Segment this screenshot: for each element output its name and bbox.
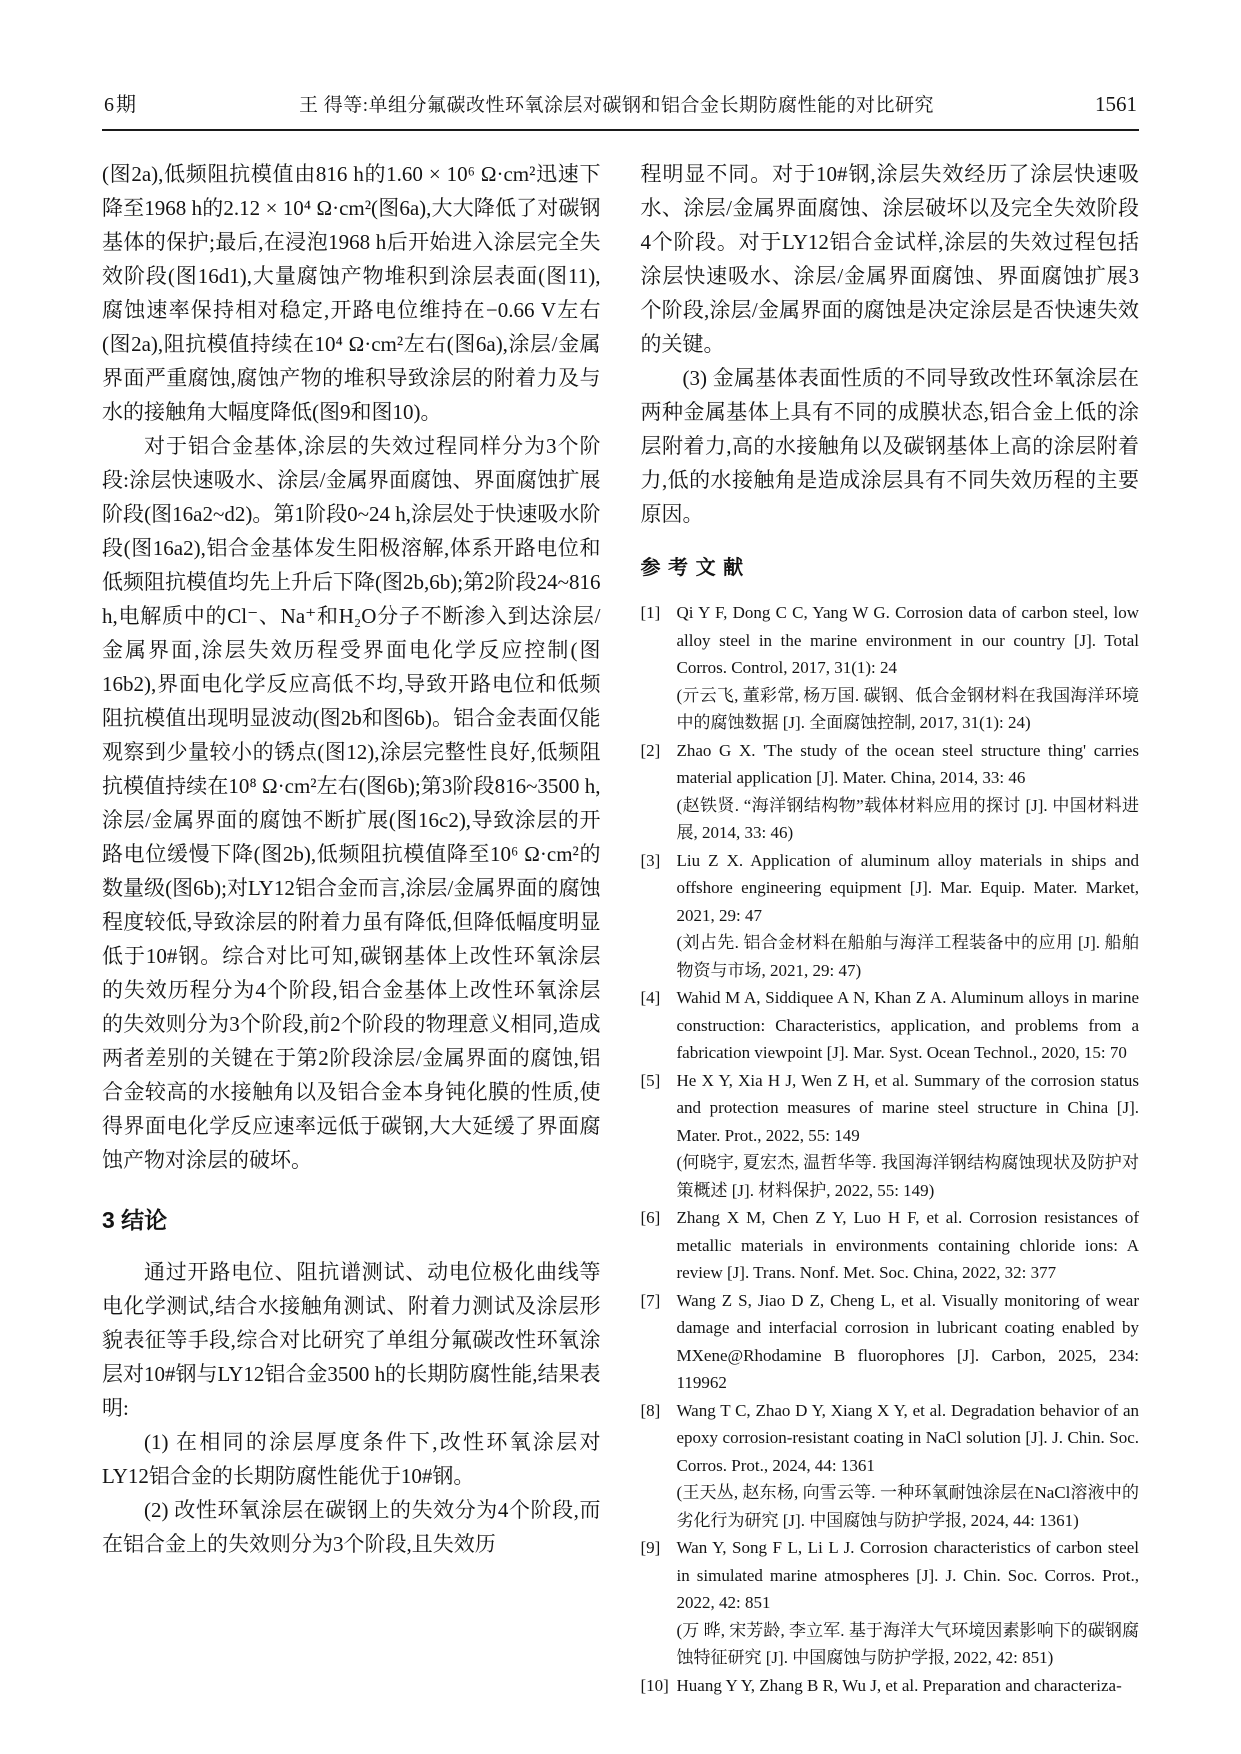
paragraph-conclusion-summary: 通过开路电位、阻抗谱测试、动电位极化曲线等电化学测试,结合水接触角测试、附着力测试及涂层形貌表征等手段,综合对比研究了单组分氟碳改性环氧涂层对10#钢与LY12铝合金3500 h的长期防腐性能,结果表明: bbox=[102, 1260, 601, 1420]
reference-body bbox=[677, 1397, 1140, 1535]
references-heading: 参 考 文 献 bbox=[640, 557, 745, 579]
paragraph-aluminum-substrate: 对于铝合金基体,涂层的失效过程同样分为3个阶段:涂层快速吸水、涂层/金属界面腐蚀、界面腐蚀扩展阶段(图16a2~d2)。第1阶段0~24 h,涂层处于快速吸水阶段(图16a2),铝合金基体发生阳极溶解,体系开路电位和低频阻抗模值均先上升后下降(图2b,6b);第2阶段24~816 h,电解质中的Cl⁻、Na⁺和H₂O分子不断渗入到达涂层/金属界面,涂层失效历程受界面电化学反应控制(图16b2),界面电化学反应高低不均,导致开路电位和低频阻抗模值出现明显波动(图2b和图6b)。铝合金表面仅能观察到少量较小的锈点(图12),涂层完整性良好,低频阻抗模值持续在10⁸ Ω·cm²左右(图6b);第3阶段816~3500 h,涂层/金属界面的腐蚀不断扩展(图16c2),导致涂层的开路电位缓慢下降(图2b),低频阻抗模值降至10⁶ Ω·cm²的数量级(图6b);对LY12铝合金而言,涂层/金属界面的腐蚀程度较低,导致涂层的附着力虽有降低,但降低幅度明显低于10#钢。综合对比可知,碳钢基体上改性环氧涂层的失效历程分为4个阶段,铝合金基体上改性环氧涂层的失效则分为3个阶段,前2个阶段的物理意义相同,造成两者差别的关键在于第2阶段涂层/金属界面的腐蚀,铝合金较高的水接触角以及铝合金本身钝化膜的性质,使得界面电化学反应速率远低于碳钢,大大延缓了界面腐蚀产物对涂层的破坏。 bbox=[102, 434, 601, 1172]
issue-number: 6期 bbox=[104, 94, 138, 116]
reference-text-en: Zhang X M, Chen Z Y, Luo H F, et al. Corrosion resistances of metallic materials in environments containing chloride ions: A review [J]. Trans. Nonf. Met. Soc. China, 2022, 32: 377 bbox=[676, 1208, 1139, 1282]
reference-item bbox=[641, 1534, 1140, 1672]
reference-body bbox=[677, 984, 1140, 1067]
reference-body bbox=[677, 599, 1140, 737]
reference-body bbox=[677, 847, 1140, 985]
reference-text-en: Wang Z S, Jiao D Z, Cheng L, et al. Visually monitoring of wear damage and interfacial corrosion in lubricant coating enabled by MXene@Rhodamine B fluorophores [J]. Carbon, 2025, 234: 119962 bbox=[676, 1290, 1139, 1392]
reference-text-en: Wan Y, Song F L, Li L J. Corrosion characteristics of carbon steel in simulated marine atmospheres [J]. J. Chin. Soc. Corros. Prot., 2022, 42: 851 bbox=[676, 1538, 1139, 1612]
reference-body bbox=[677, 1287, 1140, 1397]
reference-item bbox=[641, 1397, 1140, 1535]
reference-text-en: He X Y, Xia H J, Wen Z H, et al. Summary of the corrosion status and protection measures of marine steel structure in China [J]. Mater. Prot., 2022, 55: 149 bbox=[676, 1070, 1139, 1145]
section-heading-conclusion: 3 结论 bbox=[102, 1207, 168, 1233]
reference-text-en: Wang T C, Zhao D Y, Xiang X Y, et al. Degradation behavior of an epoxy corrosion-resistant coating in NaCl solution [J]. J. Chin. Soc. Corros. Prot., 2024, 44: 1361 bbox=[676, 1400, 1139, 1475]
reference-number: [6] bbox=[640, 1208, 661, 1227]
conclusion-item-1: (1) 在相同的涂层厚度条件下,改性环氧涂层对LY12铝合金的长期防腐性能优于10#钢。 bbox=[102, 1430, 601, 1488]
reference-item bbox=[641, 1287, 1140, 1397]
reference-number: [1] bbox=[640, 603, 661, 622]
reference-text-zh: (赵铁贤. “海洋钢结构物”载体材料应用的探讨 [J]. 中国材料进展, 2014, 33: 46) bbox=[676, 795, 1139, 842]
page-header bbox=[102, 88, 1139, 127]
two-column-body bbox=[102, 157, 1139, 1699]
reference-number: [2] bbox=[640, 740, 661, 760]
reference-text-zh: (何晓宇, 夏宏杰, 温哲华等. 我国海洋钢结构腐蚀现状及防护对策概述 [J]. 材料保护, 2022, 55: 149) bbox=[676, 1153, 1139, 1200]
reference-text-en: Zhao G X. 'The study of the ocean steel structure thing' carries material application [J]. Mater. China, 2014, 33: 46 bbox=[676, 740, 1139, 787]
reference-text-zh: (王天丛, 赵东杨, 向雪云等. 一种环氧耐蚀涂层在NaCl溶液中的劣化行为研究 [J]. 中国腐蚀与防护学报, 2024, 44: 1361) bbox=[676, 1483, 1139, 1530]
reference-text-en: Liu Z X. Application of aluminum alloy materials in ships and offshore engineering equipment [J]. Mar. Equip. Mater. Market, 2021, 29: 47 bbox=[676, 850, 1139, 925]
reference-item bbox=[641, 737, 1140, 847]
reference-number: [5] bbox=[640, 1070, 661, 1090]
header-rule bbox=[102, 129, 1139, 131]
reference-text-zh: (刘占先. 铝合金材料在船舶与海洋工程装备中的应用 [J]. 船舶物资与市场, 2021, 29: 47) bbox=[676, 933, 1139, 980]
reference-number: [3] bbox=[640, 850, 661, 870]
reference-text-en: Wahid M A, Siddiquee A N, Khan Z A. Aluminum alloys in marine construction: Characteristics, application, and problems from a fabrication viewpoint [J]. Mar. Syst. Ocean Technol., 2020, 15: 70 bbox=[676, 988, 1139, 1062]
reference-item bbox=[641, 1067, 1140, 1205]
reference-text-en: Huang Y Y, Zhang B R, Wu J, et al. Preparation and characteriza- bbox=[676, 1675, 1122, 1695]
reference-body bbox=[677, 737, 1140, 847]
conclusion-item-3: (3) 金属基体表面性质的不同导致改性环氧涂层在两种金属基体上具有不同的成膜状态,铝合金上低的涂层附着力,高的水接触角以及碳钢基体上高的涂层附着力,低的水接触角是造成涂层具有不同失效历程的主要原因。 bbox=[640, 366, 1139, 526]
left-column bbox=[102, 157, 601, 1699]
reference-body bbox=[677, 1067, 1140, 1205]
right-column bbox=[641, 157, 1140, 1699]
reference-item bbox=[641, 984, 1140, 1067]
conclusion-item-2: (2) 改性环氧涂层在碳钢上的失效分为4个阶段,而在铝合金上的失效则分为3个阶段,且失效历 bbox=[102, 1498, 601, 1556]
reference-body bbox=[677, 1534, 1140, 1672]
reference-text-en: Qi Y F, Dong C C, Yang W G. Corrosion data of carbon steel, low alloy steel in the marine environment in our country [J]. Total Corros. Control, 2017, 31(1): 24 bbox=[676, 603, 1139, 677]
reference-item bbox=[641, 599, 1140, 737]
reference-number: [8] bbox=[640, 1400, 661, 1420]
running-title: 王 得等:单组分氟碳改性环氧涂层对碳钢和铝合金长期防腐性能的对比研究 bbox=[298, 95, 935, 116]
reference-number: [7] bbox=[640, 1290, 661, 1310]
page-number: 1561 bbox=[1095, 92, 1137, 116]
reference-body bbox=[677, 1204, 1140, 1287]
reference-text-zh: (亓云飞, 董彩常, 杨万国. 碳钢、低合金钢材料在我国海洋环境中的腐蚀数据 [J]. 全面腐蚀控制, 2017, 31(1): 24) bbox=[676, 685, 1139, 732]
reference-number: [4] bbox=[640, 988, 661, 1007]
reference-item bbox=[641, 847, 1140, 985]
paragraph-continuation: 程明显不同。对于10#钢,涂层失效经历了涂层快速吸水、涂层/金属界面腐蚀、涂层破坏以及完全失效阶段4个阶段。对于LY12铝合金试样,涂层的失效过程包括涂层快速吸水、涂层/金属界面腐蚀、界面腐蚀扩展3个阶段,涂层/金属界面的腐蚀是决定涂层是否快速失效的关键。 bbox=[640, 162, 1139, 356]
reference-body bbox=[677, 1672, 1140, 1700]
reference-number: [9] bbox=[640, 1538, 661, 1557]
paragraph-continuation: (图2a),低频阻抗模值由816 h的1.60 × 10⁶ Ω·cm²迅速下降至1968 h的2.12 × 10⁴ Ω·cm²(图6a),大大降低了对碳钢基体的保护;最后,在浸泡1968 h后开始进入涂层完全失效阶段(图16d1),大量腐蚀产物堆积到涂层表面(图11),腐蚀速率保持相对稳定,开路电位维持在−0.66 V左右(图2a),阻抗模值持续在10⁴ Ω·cm²左右(图6a),涂层/金属界面严重腐蚀,腐蚀产物的堆积导致涂层的附着力及与水的接触角大幅度降低(图9和图10)。 bbox=[102, 162, 601, 424]
reference-number: [10] bbox=[640, 1675, 669, 1695]
reference-list bbox=[641, 599, 1140, 1699]
reference-text-zh: (万 晔, 宋芳龄, 李立军. 基于海洋大气环境因素影响下的碳钢腐蚀特征研究 [J]. 中国腐蚀与防护学报, 2022, 42: 851) bbox=[676, 1620, 1139, 1667]
reference-item bbox=[641, 1672, 1140, 1700]
reference-item bbox=[641, 1204, 1140, 1287]
